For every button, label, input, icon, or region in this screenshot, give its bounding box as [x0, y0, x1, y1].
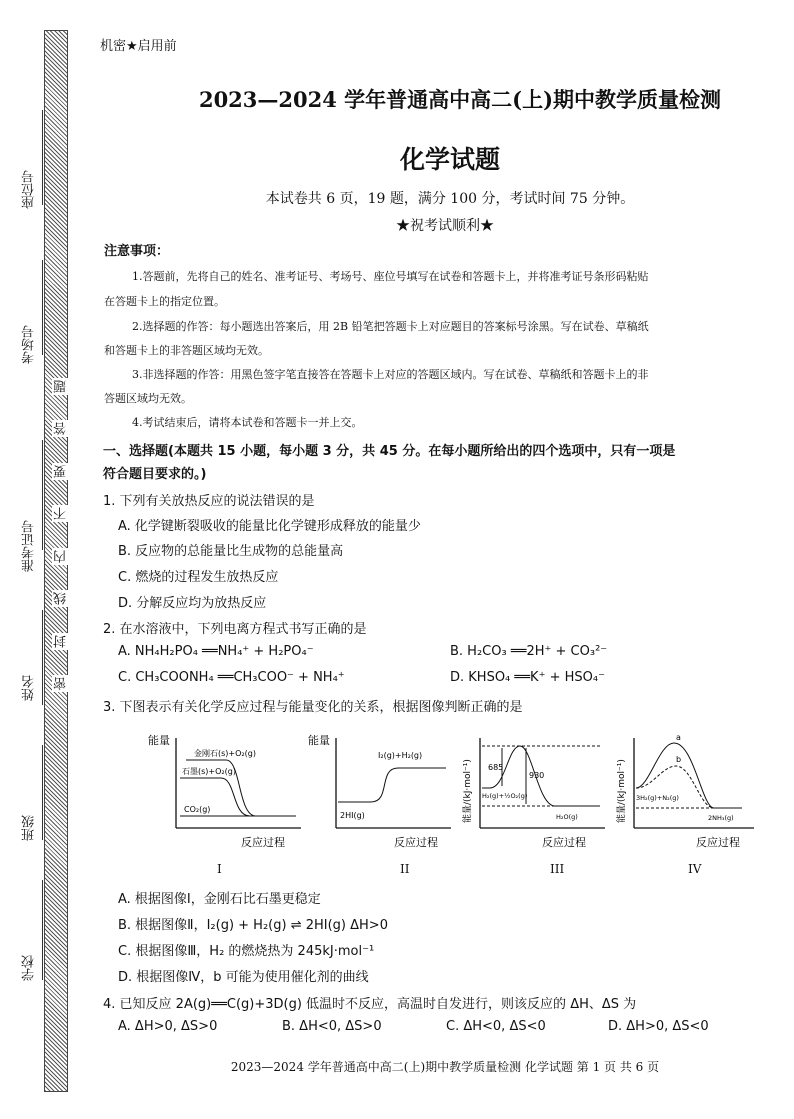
figure-ii — [306, 728, 456, 853]
exam-room-line — [42, 260, 43, 355]
note-line: 和答题卡上的非答题区域均无效。 — [104, 344, 269, 357]
q3-stem: 3. 下图表示有关化学反应过程与能量变化的关系，根据图像判断正确的是 — [103, 700, 523, 715]
seal-char: 内 — [54, 550, 69, 563]
seat-number-label: 座位号 — [22, 170, 37, 209]
q2-stem: 2. 在水溶液中，下列电离方程式书写正确的是 — [103, 622, 367, 637]
fig3-value-685: 685 — [488, 763, 504, 772]
seal-char: 要 — [54, 465, 69, 478]
figure-i — [146, 728, 306, 853]
figure-iv — [614, 728, 764, 853]
q1-option-a: A. 化学键断裂吸收的能量比化学键形成释放的能量少 — [118, 519, 421, 534]
note-line: 2.选择题的作答：每小题选出答案后，用 2B 铅笔把答题卡上对应题目的答案标号涂黑。写在试卷、草稿纸 — [132, 320, 649, 333]
seal-char: 答 — [54, 422, 69, 435]
fig3-value-930: 930 — [529, 771, 545, 780]
fig2-number: II — [400, 862, 410, 876]
class-label: 班级 — [22, 815, 37, 841]
q3-option-a: A. 根据图像Ⅰ，金刚石比石墨更稳定 — [118, 892, 321, 907]
fig4-xlabel: 反应过程 — [696, 836, 740, 849]
q4-option-c: C. ΔH<0, ΔS<0 — [446, 1019, 546, 1034]
fig2-label-products: I₂(g)+H₂(g) — [378, 751, 423, 760]
fig2-curve — [338, 768, 446, 802]
seal-char: 封 — [54, 635, 69, 648]
fig3-xlabel: 反应过程 — [542, 836, 586, 849]
fig4-label-b: b — [676, 755, 682, 764]
fig2-xlabel: 反应过程 — [394, 836, 438, 849]
school-label: 学校 — [22, 955, 37, 981]
note-line: 答题区域均无效。 — [104, 392, 192, 405]
name-line — [42, 610, 43, 705]
admission-number-label: 准考证号 — [22, 520, 37, 572]
seal-char: 题 — [54, 380, 69, 393]
q3-option-c: C. 根据图像Ⅲ，H₂ 的燃烧热为 245kJ·mol⁻¹ — [118, 944, 375, 959]
exam-room-label: 考场号 — [22, 325, 37, 364]
figure-iii — [460, 728, 610, 853]
fig1-label-co2: CO₂(g) — [184, 805, 211, 814]
fig3-label-reactant: H₂(g)+½O₂(g) — [482, 792, 528, 800]
blessing: ★祝考试顺利★ — [396, 218, 494, 234]
admission-number-line — [42, 440, 43, 550]
notes-heading: 注意事项： — [104, 244, 170, 259]
q2-option-c: C. CH₃COONH₄ ══CH₃COO⁻ + NH₄⁺ — [118, 670, 345, 685]
q4-option-a: A. ΔH>0, ΔS>0 — [118, 1019, 218, 1034]
section-heading: 一、选择题(本题共 15 小题，每小题 3 分，共 45 分。在每小题所给出的四个选项中，只有一项是 — [103, 444, 676, 459]
fig1-ylabel: 能量 — [148, 734, 170, 747]
fig3-ylabel: 能量/(kJ·mol⁻¹) — [463, 759, 473, 823]
q2-option-b: B. H₂CO₃ ══2H⁺ + CO₃²⁻ — [450, 644, 608, 659]
note-line: 在答题卡上的指定位置。 — [104, 295, 225, 308]
note-line: 4.考试结束后，请将本试卷和答题卡一并上交。 — [132, 416, 363, 429]
fig4-label-product: 2NH₃(g) — [708, 814, 734, 822]
q1-option-b: B. 反应物的总能量比生成物的总能量高 — [118, 544, 344, 559]
q3-option-d: D. 根据图像Ⅳ，b 可能为使用催化剂的曲线 — [118, 970, 369, 985]
seal-char: 不 — [54, 507, 69, 520]
fig2-label-reactant: 2HI(g) — [340, 811, 365, 820]
class-line — [42, 745, 43, 840]
q4-option-d: D. ΔH>0, ΔS<0 — [608, 1019, 709, 1034]
school-line — [42, 880, 43, 980]
fig1-number: I — [217, 862, 222, 876]
q2-option-a: A. NH₄H₂PO₄ ══NH₄⁺ + H₂PO₄⁻ — [118, 644, 314, 659]
exam-title: 2023—2024 学年普通高中高二(上)期中教学质量检测 — [198, 87, 722, 112]
page-footer: 2023—2024 学年普通高中高二(上)期中教学质量检测 化学试题 第 1 页 共 6 页 — [230, 1060, 660, 1074]
q1-stem: 1. 下列有关放热反应的说法错误的是 — [103, 494, 315, 509]
q3-option-b: B. 根据图像Ⅱ，I₂(g) + H₂(g) ⇌ 2HI(g) ΔH>0 — [118, 918, 388, 933]
q4-stem: 4. 已知反应 2A(g)══C(g)+3D(g) 低温时不反应，高温时自发进行，则该反应的 ΔH、ΔS 为 — [103, 997, 637, 1012]
fig4-label-a: a — [676, 733, 681, 742]
secret-label: 机密★启用前 — [100, 39, 177, 54]
q1-option-d: D. 分解反应均为放热反应 — [118, 596, 267, 611]
fig1-label-graphite: 石墨(s)+O₂(g) — [182, 767, 236, 776]
seal-char: 密 — [54, 677, 69, 690]
name-label: 姓名 — [22, 675, 37, 701]
q2-option-d: D. KHSO₄ ══K⁺ + HSO₄⁻ — [450, 670, 605, 685]
seal-char: 线 — [54, 592, 69, 605]
q4-option-b: B. ΔH<0, ΔS>0 — [282, 1019, 382, 1034]
fig2-ylabel: 能量 — [308, 734, 330, 747]
q1-option-c: C. 燃烧的过程发生放热反应 — [118, 570, 279, 585]
fig1-label-diamond: 金刚石(s)+O₂(g) — [194, 749, 256, 758]
subject-title: 化学试题 — [399, 145, 500, 174]
fig4-ylabel: 能量/(kJ·mol⁻¹) — [617, 759, 627, 823]
note-line: 3.非选择题的作答：用黑色签字笔直接答在答题卡上对应的答题区域内。写在试卷、草稿纸和答题卡上的非 — [132, 368, 649, 381]
exam-info: 本试卷共 6 页，19 题，满分 100 分，考试时间 75 分钟。 — [265, 191, 635, 207]
fig4-label-reactant: 3H₂(g)+N₂(g) — [636, 794, 679, 802]
note-line: 1.答题前，先将自己的姓名、准考证号、考场号、座位号填写在试卷和答题卡上，并将准考证号条形码粘贴 — [132, 270, 649, 283]
section-heading-cont: 符合题目要求的。) — [103, 467, 207, 482]
fig3-label-product: H₂O(g) — [556, 813, 578, 821]
fig4-number: IV — [688, 862, 702, 876]
fig3-number: III — [550, 862, 565, 876]
fig1-xlabel: 反应过程 — [241, 836, 285, 849]
